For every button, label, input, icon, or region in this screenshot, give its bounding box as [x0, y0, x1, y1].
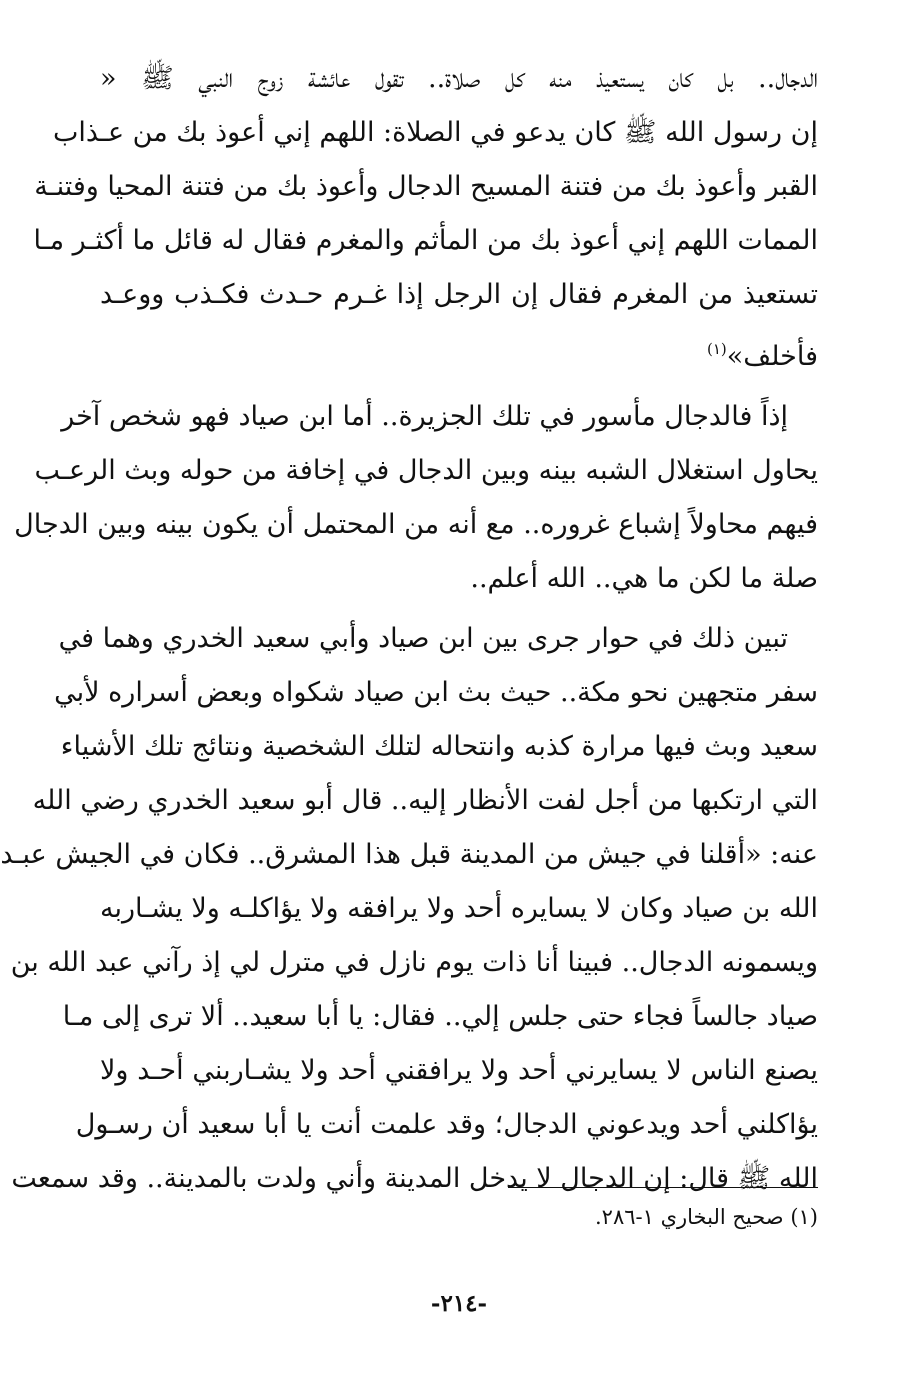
text-line: الممات اللهم إني أعوذ بك من المأثم والمغرم فقال له قائل ما أكثـر مـا — [33, 225, 818, 256]
text-line: تبين ذلك في حوار جرى بين ابن صياد وأبي سعيد الخدري وهما في — [58, 623, 788, 654]
footnote-marker[interactable]: (١) — [706, 340, 727, 358]
text-line: يحاول استغلال الشبه بينه وبين الدجال في إخافة من حوله وبث الرعـب — [34, 455, 818, 486]
text-line: يؤاكلني أحد ويدعوني الدجال؛ وقد علمت أنت يا أبا سعيد أن رسـول — [75, 1109, 818, 1140]
text-line: الله بن صياد وكان لا يسايره أحد ولا يرافقه ولا يؤاكلـه ولا يشـاربه — [100, 893, 818, 924]
paragraph-1 — [33, 52, 818, 384]
text-line: التي ارتكبها من أجل لفت الأنظار إليه.. قال أبو سعيد الخدري رضي الله — [32, 785, 818, 816]
text-line: سفر متجهين نحو مكة.. حيث بث ابن صياد شكواه وبعض أسراره لأبي — [54, 677, 818, 708]
paragraph-3 — [0, 612, 818, 1206]
page-number: -٢١٤- — [430, 1290, 488, 1317]
text-line: إن رسول الله ﷺ كان يدعو في الصلاة: اللهم إني أعوذ بك من عـذاب — [52, 117, 818, 148]
text-line: القبر وأعوذ بك من فتنة المسيح الدجال وأعوذ بك من فتنة المحيا وفتنـة — [34, 171, 818, 202]
footnote: (١) صحيح البخاري ١-٢٨٦. — [594, 1205, 818, 1229]
text-line: فيهم محاولاً إشباع غروره.. مع أنه من المحتمل أن يكون بينه وبين الدجال — [14, 509, 818, 540]
text-line: يصنع الناس لا يسايرني أحد ولا يرافقني أحد ولا يشـاربني أحـد ولا — [100, 1055, 818, 1086]
text-line — [100, 322, 818, 384]
text-line: عنه: «أقلنا في جيش من المدينة قبل هذا المشرق.. فكان في الجيش عبـد — [0, 839, 818, 870]
text-line: تستعيذ من المغرم فقال إن الرجل إذا غـرم حـدث فكـذب ووعـد — [100, 279, 818, 310]
book-page — [0, 52, 818, 1348]
text-line: صلة ما لكن ما هي.. الله أعلم.. — [470, 563, 818, 594]
text-line: سعيد وبث فيها مرارة كذبه وانتحاله لتلك الشخصية ونتائج تلك الأشياء — [60, 731, 818, 762]
text-line-content: فأخلف» — [726, 341, 818, 372]
text-line: ويسمونه الدجال.. فبينا أنا ذات يوم نازل في مترل لي إذ رآني عبد الله بن — [10, 947, 818, 978]
text-line: الله ﷺ قال: إن الدجال لا يدخل المدينة وأني ولدت بالمدينة.. وقد سمعت — [11, 1163, 818, 1194]
paragraph-2 — [14, 390, 818, 606]
text-line: صياد جالساً فجاء حتى جلس إلي.. فقال: يا أبا سعيد.. ألا ترى إلى مـا — [62, 1001, 818, 1032]
text-line: الدجال.. بل كان يستعيذ منه كل صلاة.. تقول عائشة زوج النبي ﷺ « — [100, 63, 818, 94]
footnote-divider — [508, 1187, 818, 1188]
text-line: إذاً فالدجال مأسور في تلك الجزيرة.. أما ابن صياد فهو شخص آخر — [61, 401, 788, 432]
